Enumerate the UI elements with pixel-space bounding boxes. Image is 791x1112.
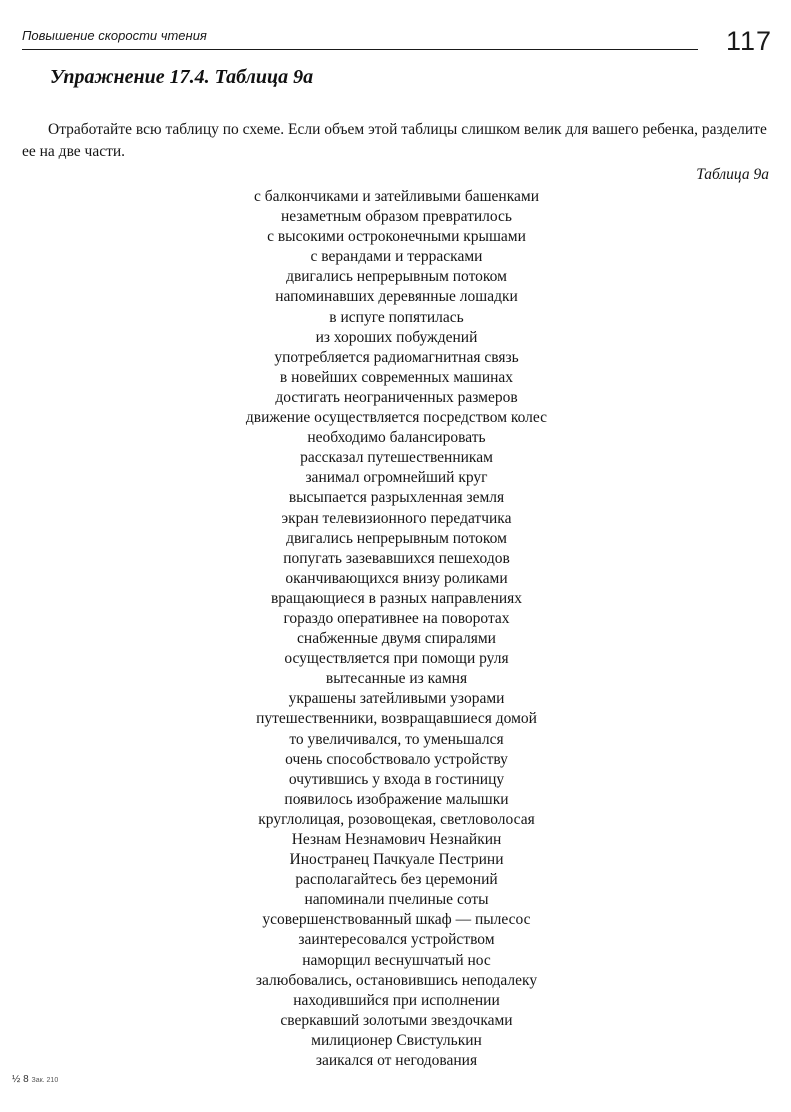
phrase-row: сверкавший золотыми звездочками [280, 1011, 513, 1029]
phrase-row: наморщил веснушчатый нос [302, 951, 491, 969]
phrase-row: то увеличивался, то уменьшался [289, 730, 504, 748]
phrase-row: украшены затейливыми узорами [288, 690, 505, 708]
phrase-row: усовершенствованный шкаф — пылесос [262, 911, 531, 929]
phrase-row: с верандами и террасками [310, 248, 483, 266]
table-caption: Таблица 9а [696, 166, 769, 183]
phrase-row: употребляется радиомагнитная связь [274, 348, 519, 366]
phrase-row: Незнам Незнамович Незнайкин [291, 831, 502, 848]
page-number: 117 [725, 26, 772, 56]
phrase-row: очутившись у входа в гостиницу [288, 770, 505, 788]
phrase-row: путешественники, возвращавшиеся домой [256, 710, 537, 728]
order-note: Зак. 210 [31, 1077, 59, 1084]
phrase-row: в новейших современных машинах [279, 368, 514, 386]
signature-mark: ½ 8 [12, 1074, 29, 1085]
phrase-row: с высокими остроконечными крышами [267, 228, 526, 246]
phrase-row: необходимо балансировать [307, 429, 486, 447]
printer-signature [12, 1074, 58, 1085]
phrase-row: рассказал путешественникам [300, 449, 493, 467]
phrase-row: достигать неограниченных размеров [275, 388, 518, 406]
phrase-table [0, 187, 791, 1071]
phrase-row: напоминали пчелиные соты [304, 891, 489, 909]
phrase-row: незаметным образом превратилось [280, 208, 513, 226]
phrase-row: движение осуществляется посредством колес [245, 409, 548, 427]
phrase-row: с балкончиками и затейливыми башенками [253, 188, 540, 205]
running-title: Повышение скорости чтения [22, 28, 207, 43]
phrase-row: снабженные двумя спиралями [297, 630, 496, 648]
phrase-row: занимал огромнейший круг [305, 469, 488, 487]
phrase-row: вращающиеся в разных направлениях [270, 589, 523, 607]
phrase-row: очень способствовало устройству [285, 750, 508, 768]
header-rule [22, 49, 698, 50]
phrase-row: появилось изображение малышки [284, 790, 509, 808]
phrase-row: милиционер Свистулькин [311, 1031, 482, 1049]
phrase-row: располагайтесь без церемоний [295, 871, 498, 889]
phrase-row: экран телевизионного передатчика [281, 509, 512, 527]
phrase-row: находившийся при исполнении [293, 991, 500, 1009]
phrase-row: вытесанные из камня [325, 670, 468, 688]
exercise-title: Упражнение 17.4. Таблица 9а [50, 66, 314, 88]
phrase-row: осуществляется при помощи руля [284, 650, 509, 668]
phrase-row: в испуге попятилась [329, 308, 464, 326]
phrase-row: Иностранец Пачкуале Пестрини [289, 851, 504, 869]
phrase-row: попугать зазевавшихся пешеходов [283, 549, 510, 567]
phrase-row: напоминавших деревянные лошадки [275, 288, 518, 306]
phrase-row: двигались непрерывным потоком [286, 529, 507, 547]
phrase-row: оканчивающихся внизу роликами [285, 569, 508, 587]
phrase-row: двигались непрерывным потоком [286, 268, 507, 286]
running-header [22, 22, 772, 62]
phrase-row: заикался от негодования [315, 1052, 478, 1070]
phrase-row: из хороших побуждений [315, 328, 478, 346]
phrase-row: гораздо оперативнее на поворотах [283, 609, 510, 627]
phrase-row: заинтересовался устройством [298, 931, 495, 949]
phrase-row: круглолицая, розовощекая, светловолосая [258, 810, 535, 828]
phrase-row: залюбовались, остановившись неподалеку [255, 971, 538, 989]
exercise-instruction: Отработайте всю таблицу по схеме. Если объем этой таблицы слишком велик для вашего ребенка, разделите ее на две части. [22, 121, 767, 160]
phrase-row: высыпается разрыхленная земля [288, 489, 505, 507]
